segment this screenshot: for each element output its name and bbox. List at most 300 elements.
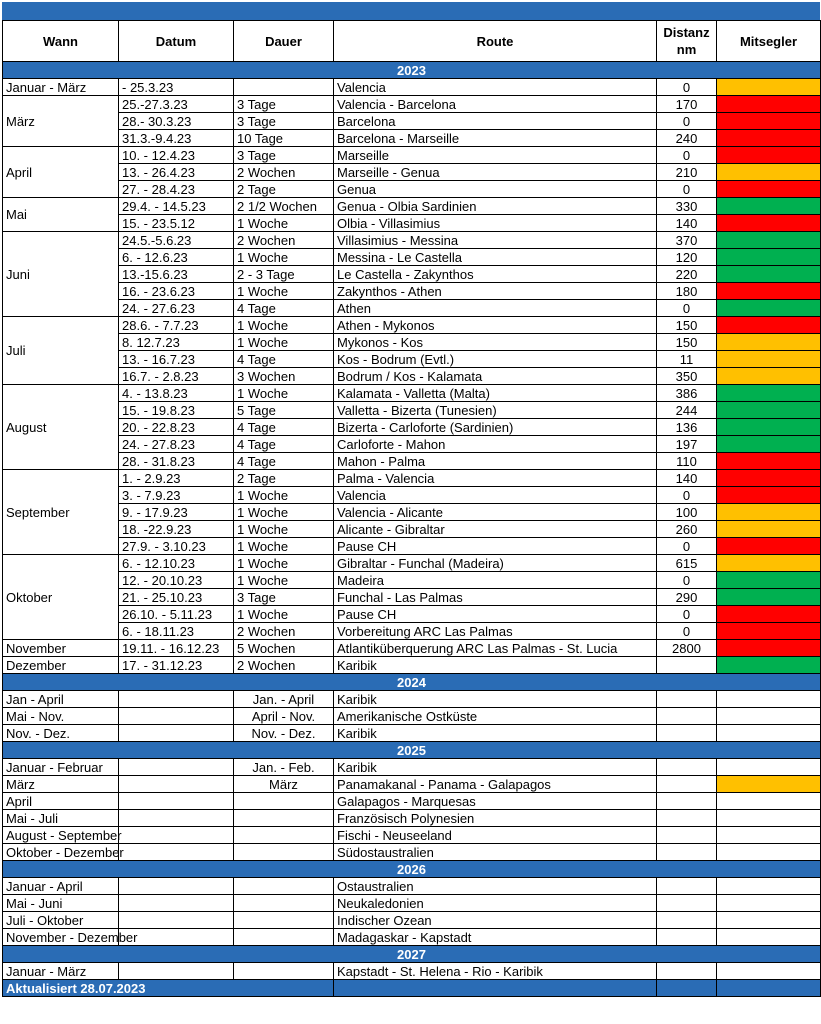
cell-dauer: 4 Tage <box>234 300 334 317</box>
schedule-row <box>3 538 821 555</box>
cell-route: Olbia - Villasimius <box>334 215 657 232</box>
schedule-row <box>3 708 821 725</box>
cell-wann: Jan - April <box>3 691 119 708</box>
cell-mitsegler-status <box>717 181 821 198</box>
cell-dauer: März <box>234 776 334 793</box>
cell-route: Madagaskar - Kapstadt <box>334 929 657 946</box>
cell-distanz: 150 <box>657 317 717 334</box>
schedule-row <box>3 283 821 300</box>
cell-route: Genua - Olbia Sardinien <box>334 198 657 215</box>
cell-route: Bizerta - Carloforte (Sardinien) <box>334 419 657 436</box>
year-row <box>3 861 821 878</box>
cell-mitsegler-status <box>717 96 821 113</box>
schedule-row <box>3 351 821 368</box>
cell-route: Barcelona <box>334 113 657 130</box>
cell-mitsegler-status <box>717 895 821 912</box>
schedule-row <box>3 844 821 861</box>
cell-dauer: 1 Woche <box>234 317 334 334</box>
cell-route: Karibik <box>334 759 657 776</box>
cell-mitsegler-status <box>717 776 821 793</box>
cell-route: Atlantiküberquerung ARC Las Palmas - St. Lucia <box>334 640 657 657</box>
cell-route: Marseille - Genua <box>334 164 657 181</box>
cell-datum: 12. - 20.10.23 <box>119 572 234 589</box>
cell-datum <box>119 691 234 708</box>
cell-datum: 15. - 19.8.23 <box>119 402 234 419</box>
schedule-row <box>3 300 821 317</box>
cell-datum: 6. - 12.6.23 <box>119 249 234 266</box>
cell-dauer: 1 Woche <box>234 334 334 351</box>
cell-mitsegler-status <box>717 368 821 385</box>
cell-dauer <box>234 844 334 861</box>
cell-datum: 28.- 30.3.23 <box>119 113 234 130</box>
schedule-row <box>3 164 821 181</box>
cell-mitsegler-status <box>717 640 821 657</box>
cell-dauer: 3 Wochen <box>234 368 334 385</box>
cell-mitsegler-status <box>717 113 821 130</box>
cell-distanz: 11 <box>657 351 717 368</box>
cell-datum <box>119 810 234 827</box>
cell-mitsegler-status <box>717 810 821 827</box>
cell-dauer: 3 Tage <box>234 147 334 164</box>
cell-wann: Mai - Juni <box>3 895 119 912</box>
cell-datum: 13. - 26.4.23 <box>119 164 234 181</box>
cell-distanz: 350 <box>657 368 717 385</box>
cell-mitsegler-status <box>717 147 821 164</box>
cell-datum <box>119 963 234 980</box>
schedule-row <box>3 317 821 334</box>
cell-wann: April <box>3 147 119 198</box>
cell-datum: 24. - 27.6.23 <box>119 300 234 317</box>
schedule-row <box>3 470 821 487</box>
cell-dauer: 1 Woche <box>234 606 334 623</box>
cell-dauer <box>234 963 334 980</box>
cell-mitsegler-status <box>717 283 821 300</box>
cell-distanz: 260 <box>657 521 717 538</box>
cell-datum <box>119 708 234 725</box>
cell-mitsegler-status <box>717 963 821 980</box>
cell-wann: Januar - Februar <box>3 759 119 776</box>
cell-mitsegler-status <box>717 164 821 181</box>
cell-distanz: 0 <box>657 181 717 198</box>
cell-wann: März <box>3 776 119 793</box>
cell-route: Gibraltar - Funchal (Madeira) <box>334 555 657 572</box>
cell-dauer: Jan. - Feb. <box>234 759 334 776</box>
cell-distanz: 100 <box>657 504 717 521</box>
cell-distanz <box>657 912 717 929</box>
cell-mitsegler-status <box>717 521 821 538</box>
cell-route: Athen <box>334 300 657 317</box>
schedule-row <box>3 878 821 895</box>
cell-dauer: Jan. - April <box>234 691 334 708</box>
cell-dauer <box>234 878 334 895</box>
cell-wann: Juli <box>3 317 119 385</box>
cell-wann: Nov. - Dez. <box>3 725 119 742</box>
cell-datum: 28. - 31.8.23 <box>119 453 234 470</box>
cell-mitsegler-status <box>717 266 821 283</box>
cell-mitsegler-status <box>717 198 821 215</box>
cell-mitsegler-status <box>717 691 821 708</box>
cell-datum: 29.4. - 14.5.23 <box>119 198 234 215</box>
header-mitsegler: Mitsegler <box>717 21 821 62</box>
year-label: 2026 <box>3 861 821 878</box>
cell-datum: 3. - 7.9.23 <box>119 487 234 504</box>
cell-datum <box>119 912 234 929</box>
cell-mitsegler-status <box>717 538 821 555</box>
cell-mitsegler-status <box>717 793 821 810</box>
cell-dauer: 1 Woche <box>234 504 334 521</box>
cell-mitsegler-status <box>717 232 821 249</box>
cell-mitsegler-status <box>717 708 821 725</box>
schedule-row <box>3 555 821 572</box>
cell-mitsegler-status <box>717 215 821 232</box>
cell-wann: November <box>3 640 119 657</box>
cell-datum: 8. 12.7.23 <box>119 334 234 351</box>
cell-datum: 13.-15.6.23 <box>119 266 234 283</box>
cell-route: Mykonos - Kos <box>334 334 657 351</box>
cell-route: Karibik <box>334 691 657 708</box>
cell-route: Messina - Le Castella <box>334 249 657 266</box>
cell-distanz <box>657 844 717 861</box>
schedule-row <box>3 232 821 249</box>
cell-dauer: 4 Tage <box>234 351 334 368</box>
cell-datum <box>119 759 234 776</box>
schedule-row <box>3 929 821 946</box>
cell-distanz: 0 <box>657 79 717 96</box>
cell-distanz: 0 <box>657 487 717 504</box>
cell-distanz <box>657 725 717 742</box>
cell-route: Vorbereitung ARC Las Palmas <box>334 623 657 640</box>
cell-route: Genua <box>334 181 657 198</box>
cell-route: Karibik <box>334 725 657 742</box>
cell-route: Villasimius - Messina <box>334 232 657 249</box>
cell-dauer: 1 Woche <box>234 555 334 572</box>
cell-route: Valencia <box>334 79 657 96</box>
cell-dauer: April - Nov. <box>234 708 334 725</box>
schedule-row <box>3 385 821 402</box>
cell-mitsegler-status <box>717 725 821 742</box>
cell-route: Valencia - Alicante <box>334 504 657 521</box>
cell-mitsegler-status <box>717 504 821 521</box>
cell-distanz <box>657 759 717 776</box>
cell-route: Südostaustralien <box>334 844 657 861</box>
cell-distanz: 180 <box>657 283 717 300</box>
footer-cell <box>717 980 821 997</box>
year-label: 2025 <box>3 742 821 759</box>
cell-mitsegler-status <box>717 453 821 470</box>
cell-distanz: 140 <box>657 470 717 487</box>
top-banner <box>2 2 820 20</box>
cell-datum: 6. - 12.10.23 <box>119 555 234 572</box>
cell-distanz <box>657 657 717 674</box>
schedule-row <box>3 793 821 810</box>
cell-datum: 27. - 28.4.23 <box>119 181 234 198</box>
cell-distanz: 140 <box>657 215 717 232</box>
cell-datum <box>119 776 234 793</box>
cell-datum: - 25.3.23 <box>119 79 234 96</box>
footer-cell <box>334 980 657 997</box>
cell-dauer: 4 Tage <box>234 436 334 453</box>
cell-route: Galapagos - Marquesas <box>334 793 657 810</box>
cell-wann: August <box>3 385 119 470</box>
cell-route: Amerikanische Ostküste <box>334 708 657 725</box>
cell-dauer: 1 Woche <box>234 521 334 538</box>
footer-cell <box>657 980 717 997</box>
cell-dauer <box>234 793 334 810</box>
year-row <box>3 742 821 759</box>
cell-route: Zakynthos - Athen <box>334 283 657 300</box>
schedule-row <box>3 623 821 640</box>
cell-wann: Januar - März <box>3 79 119 96</box>
cell-dauer: 3 Tage <box>234 96 334 113</box>
cell-mitsegler-status <box>717 878 821 895</box>
header-row <box>3 21 821 62</box>
cell-distanz <box>657 929 717 946</box>
cell-distanz <box>657 776 717 793</box>
cell-route: Karibik <box>334 657 657 674</box>
cell-mitsegler-status <box>717 470 821 487</box>
cell-datum: 24. - 27.8.23 <box>119 436 234 453</box>
schedule-row <box>3 436 821 453</box>
schedule-row <box>3 266 821 283</box>
year-label: 2024 <box>3 674 821 691</box>
year-row <box>3 946 821 963</box>
cell-distanz: 370 <box>657 232 717 249</box>
cell-wann: Oktober <box>3 555 119 640</box>
schedule-row <box>3 657 821 674</box>
cell-distanz: 197 <box>657 436 717 453</box>
year-label: 2023 <box>3 62 821 79</box>
cell-datum: 1. - 2.9.23 <box>119 470 234 487</box>
cell-mitsegler-status <box>717 487 821 504</box>
schedule-row <box>3 368 821 385</box>
cell-datum: 16. - 23.6.23 <box>119 283 234 300</box>
cell-mitsegler-status <box>717 79 821 96</box>
cell-datum: 20. - 22.8.23 <box>119 419 234 436</box>
cell-route: Valencia <box>334 487 657 504</box>
cell-route: Mahon - Palma <box>334 453 657 470</box>
schedule-row <box>3 827 821 844</box>
cell-distanz: 150 <box>657 334 717 351</box>
cell-mitsegler-status <box>717 929 821 946</box>
cell-distanz: 0 <box>657 113 717 130</box>
cell-dauer <box>234 912 334 929</box>
cell-mitsegler-status <box>717 334 821 351</box>
cell-distanz <box>657 895 717 912</box>
cell-route: Französisch Polynesien <box>334 810 657 827</box>
cell-wann: Oktober - Dezember <box>3 844 119 861</box>
cell-wann: Juli - Oktober <box>3 912 119 929</box>
cell-route: Marseille <box>334 147 657 164</box>
schedule-row <box>3 912 821 929</box>
cell-dauer: 2 Wochen <box>234 232 334 249</box>
cell-wann: Mai <box>3 198 119 232</box>
cell-datum: 31.3.-9.4.23 <box>119 130 234 147</box>
cell-dauer <box>234 895 334 912</box>
cell-datum <box>119 725 234 742</box>
cell-dauer: 2 Wochen <box>234 657 334 674</box>
cell-datum: 4. - 13.8.23 <box>119 385 234 402</box>
cell-wann: August - September <box>3 827 119 844</box>
cell-distanz: 136 <box>657 419 717 436</box>
cell-datum: 15. - 23.5.12 <box>119 215 234 232</box>
cell-mitsegler-status <box>717 827 821 844</box>
cell-distanz: 615 <box>657 555 717 572</box>
cell-distanz <box>657 793 717 810</box>
cell-distanz: 220 <box>657 266 717 283</box>
header-distanz: Distanz nm <box>657 21 717 62</box>
cell-wann: Januar - April <box>3 878 119 895</box>
schedule-body <box>3 62 821 997</box>
schedule-row <box>3 181 821 198</box>
cell-datum <box>119 793 234 810</box>
cell-wann: Januar - März <box>3 963 119 980</box>
cell-dauer: 4 Tage <box>234 419 334 436</box>
schedule-row <box>3 759 821 776</box>
cell-mitsegler-status <box>717 436 821 453</box>
cell-distanz <box>657 708 717 725</box>
cell-mitsegler-status <box>717 419 821 436</box>
cell-route: Panamakanal - Panama - Galapagos <box>334 776 657 793</box>
cell-distanz: 170 <box>657 96 717 113</box>
cell-distanz: 0 <box>657 300 717 317</box>
cell-datum: 6. - 18.11.23 <box>119 623 234 640</box>
cell-distanz: 0 <box>657 623 717 640</box>
cell-mitsegler-status <box>717 572 821 589</box>
cell-datum: 25.-27.3.23 <box>119 96 234 113</box>
cell-wann: März <box>3 96 119 147</box>
cell-dauer: 2 Wochen <box>234 164 334 181</box>
schedule-row <box>3 215 821 232</box>
cell-wann: Juni <box>3 232 119 317</box>
cell-distanz <box>657 691 717 708</box>
cell-datum: 27.9. - 3.10.23 <box>119 538 234 555</box>
schedule-row <box>3 113 821 130</box>
schedule-row <box>3 147 821 164</box>
cell-wann: Dezember <box>3 657 119 674</box>
cell-distanz: 110 <box>657 453 717 470</box>
cell-route: Alicante - Gibraltar <box>334 521 657 538</box>
schedule-row <box>3 198 821 215</box>
header-wann: Wann <box>3 21 119 62</box>
cell-mitsegler-status <box>717 351 821 368</box>
cell-dauer: 1 Woche <box>234 572 334 589</box>
schedule-row <box>3 453 821 470</box>
header-dauer: Dauer <box>234 21 334 62</box>
cell-route: Barcelona - Marseille <box>334 130 657 147</box>
cell-datum: 10. - 12.4.23 <box>119 147 234 164</box>
cell-dauer: 5 Tage <box>234 402 334 419</box>
cell-route: Bodrum / Kos - Kalamata <box>334 368 657 385</box>
cell-distanz: 0 <box>657 606 717 623</box>
cell-dauer: 3 Tage <box>234 113 334 130</box>
cell-datum: 18. -22.9.23 <box>119 521 234 538</box>
schedule-row <box>3 572 821 589</box>
cell-wann: November - Dezember <box>3 929 119 946</box>
year-row <box>3 62 821 79</box>
cell-route: Funchal - Las Palmas <box>334 589 657 606</box>
cell-dauer <box>234 827 334 844</box>
cell-datum <box>119 878 234 895</box>
header-datum: Datum <box>119 21 234 62</box>
schedule-row <box>3 504 821 521</box>
cell-dauer: 1 Woche <box>234 538 334 555</box>
cell-mitsegler-status <box>717 249 821 266</box>
sailing-schedule-table <box>2 20 821 997</box>
cell-route: Pause CH <box>334 538 657 555</box>
cell-datum <box>119 827 234 844</box>
cell-dauer: 1 Woche <box>234 249 334 266</box>
updated-label: Aktualisiert 28.07.2023 <box>3 980 334 997</box>
cell-route: Carloforte - Mahon <box>334 436 657 453</box>
cell-dauer: 3 Tage <box>234 589 334 606</box>
schedule-row <box>3 640 821 657</box>
cell-dauer: 5 Wochen <box>234 640 334 657</box>
schedule-row <box>3 334 821 351</box>
cell-dauer: 2 1/2 Wochen <box>234 198 334 215</box>
cell-dauer: 2 Wochen <box>234 623 334 640</box>
cell-distanz: 120 <box>657 249 717 266</box>
cell-datum: 24.5.-5.6.23 <box>119 232 234 249</box>
cell-mitsegler-status <box>717 402 821 419</box>
cell-dauer: 4 Tage <box>234 453 334 470</box>
schedule-row <box>3 776 821 793</box>
cell-dauer: 1 Woche <box>234 385 334 402</box>
cell-distanz: 244 <box>657 402 717 419</box>
cell-route: Neukaledonien <box>334 895 657 912</box>
cell-route: Kos - Bodrum (Evtl.) <box>334 351 657 368</box>
cell-dauer <box>234 929 334 946</box>
cell-dauer: Nov. - Dez. <box>234 725 334 742</box>
schedule-row <box>3 589 821 606</box>
cell-mitsegler-status <box>717 912 821 929</box>
cell-mitsegler-status <box>717 844 821 861</box>
footer-row <box>3 980 821 997</box>
schedule-row <box>3 79 821 96</box>
cell-datum: 21. - 25.10.23 <box>119 589 234 606</box>
cell-distanz: 0 <box>657 147 717 164</box>
cell-mitsegler-status <box>717 300 821 317</box>
schedule-row <box>3 419 821 436</box>
year-label: 2027 <box>3 946 821 963</box>
schedule-row <box>3 895 821 912</box>
schedule-row <box>3 810 821 827</box>
cell-datum: 9. - 17.9.23 <box>119 504 234 521</box>
cell-datum: 16.7. - 2.8.23 <box>119 368 234 385</box>
cell-route: Madeira <box>334 572 657 589</box>
cell-dauer: 2 Tage <box>234 470 334 487</box>
schedule-row <box>3 402 821 419</box>
cell-distanz: 290 <box>657 589 717 606</box>
cell-datum: 26.10. - 5.11.23 <box>119 606 234 623</box>
cell-distanz: 2800 <box>657 640 717 657</box>
schedule-row <box>3 249 821 266</box>
cell-datum: 13. - 16.7.23 <box>119 351 234 368</box>
cell-datum: 17. - 31.12.23 <box>119 657 234 674</box>
cell-distanz <box>657 810 717 827</box>
schedule-row <box>3 487 821 504</box>
cell-mitsegler-status <box>717 385 821 402</box>
cell-distanz <box>657 963 717 980</box>
cell-mitsegler-status <box>717 623 821 640</box>
cell-mitsegler-status <box>717 657 821 674</box>
schedule-row <box>3 725 821 742</box>
cell-distanz: 386 <box>657 385 717 402</box>
cell-dauer: 1 Woche <box>234 215 334 232</box>
cell-distanz: 0 <box>657 538 717 555</box>
schedule-row <box>3 521 821 538</box>
cell-wann: Mai - Nov. <box>3 708 119 725</box>
cell-route: Ostaustralien <box>334 878 657 895</box>
